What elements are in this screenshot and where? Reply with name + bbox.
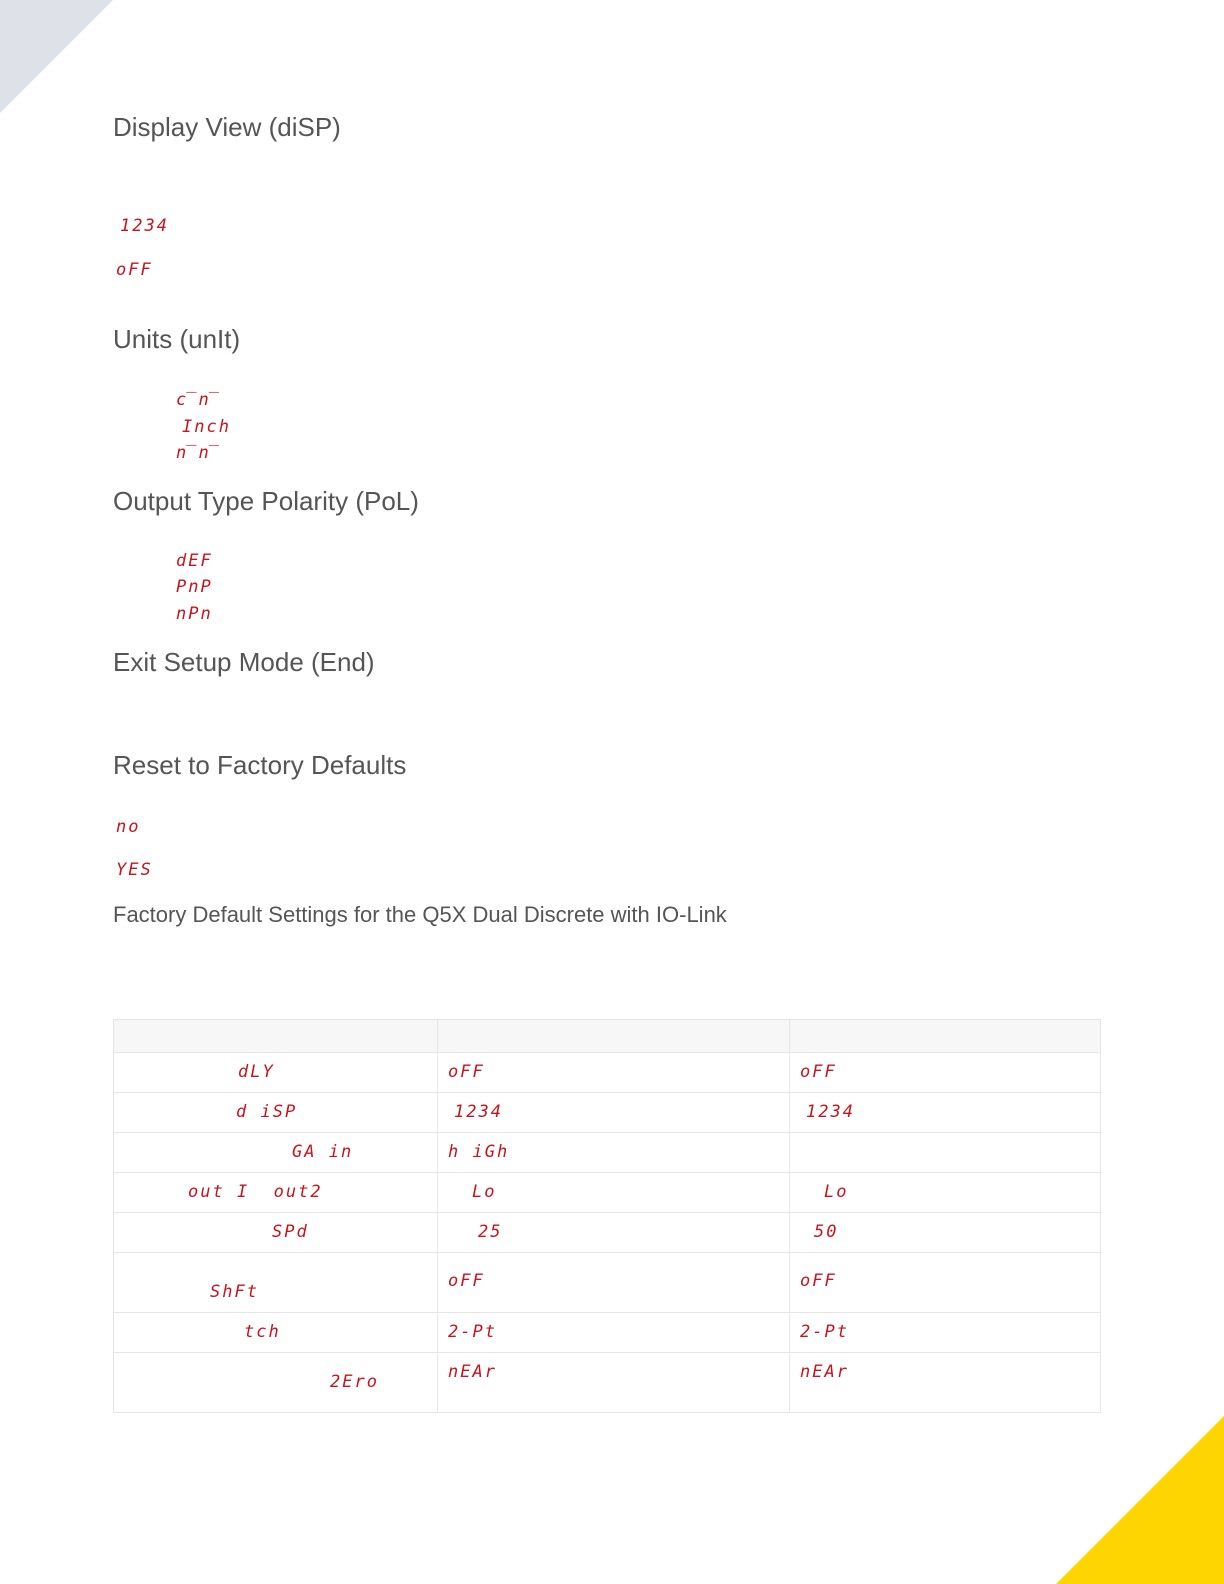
table-cell-setting: dLY	[114, 1053, 438, 1093]
table-cell-value: 2-Pt	[438, 1313, 790, 1353]
table-row	[114, 1093, 1101, 1133]
units-option-inch: Inch	[182, 417, 231, 437]
table-row	[114, 1353, 1101, 1413]
units-option-cm: c̅n̅	[176, 390, 221, 410]
table-cell-value: 25	[438, 1213, 790, 1253]
polarity-option-def: dEF	[176, 551, 213, 571]
table-cell-value: oFF	[438, 1253, 790, 1313]
factory-defaults-table	[113, 1019, 1101, 1413]
table-cell-value	[790, 1133, 1101, 1173]
table-cell-value: h iGh	[438, 1133, 790, 1173]
table-cell-value: oFF	[438, 1053, 790, 1093]
units-option-mm: n̅n̅	[176, 443, 221, 463]
table-header-cell	[438, 1020, 790, 1053]
table-row	[114, 1253, 1101, 1313]
table-cell-value: 50	[790, 1213, 1101, 1253]
table-cell-setting: GA in	[114, 1133, 438, 1173]
table-cell-value: Lo	[790, 1173, 1101, 1213]
table-row	[114, 1313, 1101, 1353]
polarity-option-npn: nPn	[176, 604, 213, 624]
table-cell-setting: d iSP	[114, 1093, 438, 1133]
table-cell-value: nEAr	[438, 1353, 790, 1413]
units-heading: Units (unIt)	[113, 324, 241, 354]
table-cell-value: nEAr	[790, 1353, 1101, 1413]
table-header-row	[114, 1020, 1101, 1053]
corner-decoration-top-left	[0, 0, 113, 113]
table-cell-value: 1234	[438, 1093, 790, 1133]
display-view-heading: Display View (diSP)	[113, 112, 341, 142]
reset-option-yes: YES	[116, 860, 153, 880]
reset-heading: Reset to Factory Defaults	[113, 750, 407, 780]
table-row	[114, 1173, 1101, 1213]
table-row	[114, 1133, 1101, 1173]
display-view-option-1234: 1234	[120, 216, 169, 236]
table-cell-value: Lo	[438, 1173, 790, 1213]
table-cell-value: 1234	[790, 1093, 1101, 1133]
table-cell-setting: 2Ero	[114, 1353, 438, 1413]
table-header-cell	[114, 1020, 438, 1053]
table-row	[114, 1213, 1101, 1253]
table-cell-value: oFF	[790, 1053, 1101, 1093]
table-cell-setting: tch	[114, 1313, 438, 1353]
reset-option-no: no	[116, 817, 141, 837]
polarity-heading: Output Type Polarity (PoL)	[113, 486, 419, 516]
table-cell-setting: out I out2	[114, 1173, 438, 1213]
table-header-cell	[790, 1020, 1101, 1053]
display-view-option-off: oFF	[116, 260, 153, 280]
table-cell-value: oFF	[790, 1253, 1101, 1313]
defaults-table-title: Factory Default Settings for the Q5X Dual Discrete with IO-Link	[113, 902, 727, 927]
table-row	[114, 1053, 1101, 1093]
table-cell-value: 2-Pt	[790, 1313, 1101, 1353]
table-cell-setting: SPd	[114, 1213, 438, 1253]
polarity-option-pnp: PnP	[176, 577, 213, 597]
exit-setup-heading: Exit Setup Mode (End)	[113, 647, 375, 677]
corner-decoration-bottom-right	[1056, 1416, 1224, 1584]
table-cell-setting: ShFt	[114, 1253, 438, 1313]
